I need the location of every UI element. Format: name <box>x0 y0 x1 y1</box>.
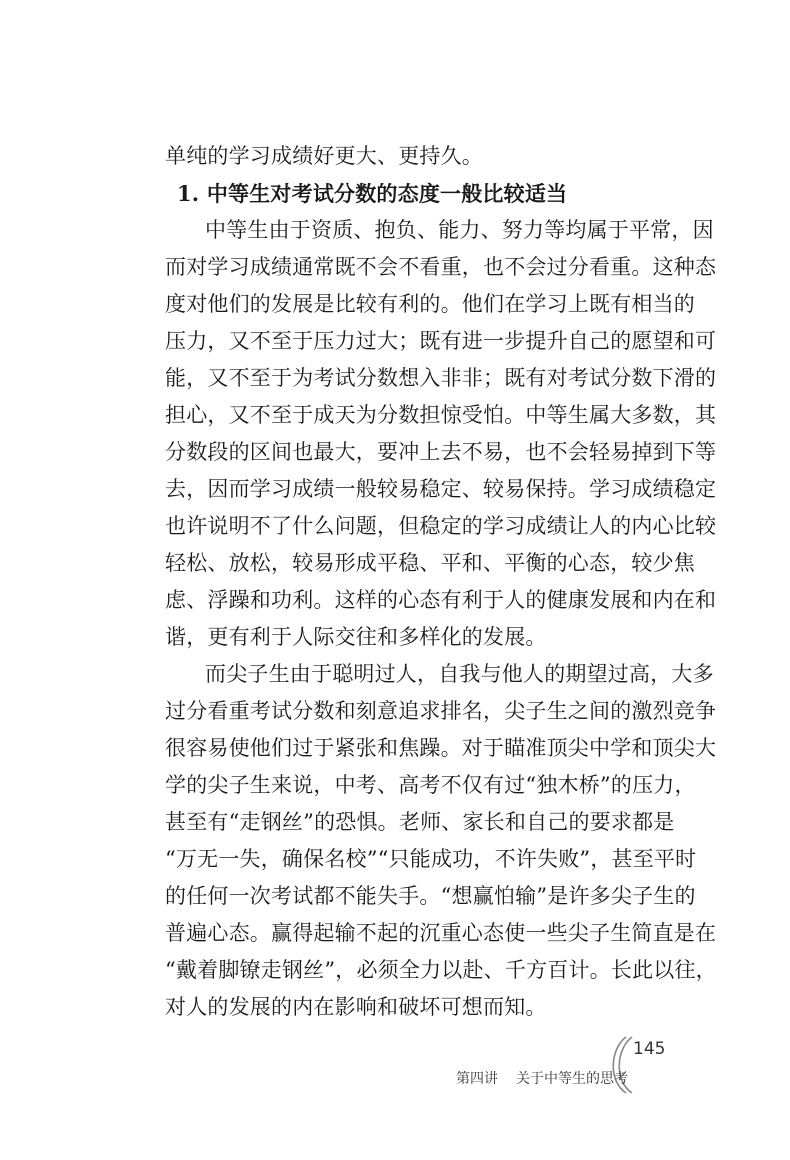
text-line: 中等生由于资质、抱负、能力、努力等均属于平常，因 <box>205 218 714 242</box>
running-head <box>456 1068 628 1088</box>
text-line: 普遍心态。赢得起输不起的沉重心态使一些尖子生简直是在 <box>165 921 717 945</box>
text-line: 能，又不至于为考试分数想入非非；既有对考试分数下滑的 <box>165 366 717 390</box>
section-heading: 1. 中等生对考试分数的态度一般比较适当 <box>177 181 568 206</box>
text-line: “戴着脚镣走钢丝”，必须全力以赴、千方百计。长此以往， <box>165 958 717 982</box>
page-footer <box>0 1035 790 1095</box>
text-line: 担心，又不至于成天为分数担惊受怕。中等生属大多数，其 <box>165 403 717 427</box>
chapter-label: 第四讲 <box>456 1071 498 1087</box>
text-line: 去，因而学习成绩一般较易稳定、较易保持。学习成绩稳定 <box>165 477 717 501</box>
text-line: 而对学习成绩通常既不会不看重，也不会过分看重。这种态 <box>165 255 717 279</box>
text-line: 压力，又不至于压力过大；既有进一步提升自己的愿望和可 <box>165 329 717 353</box>
paragraph-middle-students <box>165 212 717 656</box>
page-number: 145 <box>633 1039 666 1059</box>
text-line: 而尖子生由于聪明过人，自我与他人的期望过高，大多 <box>205 662 714 686</box>
text-line: 对人的发展的内在影响和破坏可想而知。 <box>165 995 547 1019</box>
text-line: 单纯的学习成绩好更大、更持久。 <box>165 144 483 168</box>
text-line: 谐，更有利于人际交往和多样化的发展。 <box>165 625 547 649</box>
text-line: 甚至有“走钢丝”的恐惧。老师、家长和自己的要求都是 <box>165 810 675 834</box>
text-line: 轻松、放松，较易形成平稳、平和、平衡的心态，较少焦 <box>165 551 695 575</box>
text-line: 的任何一次考试都不能失手。“想赢怕输”是许多尖子生的 <box>165 884 696 908</box>
text-line: 也许说明不了什么问题，但稳定的学习成绩让人的内心比较 <box>165 514 717 538</box>
text-line: 学的尖子生来说，中考、高考不仅有过“独木桥”的压力， <box>165 773 696 797</box>
page-body <box>165 138 717 1026</box>
text-line: 度对他们的发展是比较有利的。他们在学习上既有相当的 <box>165 292 695 316</box>
text-line: 虑、浮躁和功利。这样的心态有利于人的健康发展和内在和 <box>165 588 717 612</box>
chapter-title: 关于中等生的思考 <box>516 1071 628 1087</box>
paragraph-top-students <box>165 656 717 1026</box>
text-line: 分数段的区间也最大，要冲上去不易，也不会轻易掉到下等 <box>165 440 717 464</box>
text-line: 过分看重考试分数和刻意追求排名，尖子生之间的激烈竞争 <box>165 699 717 723</box>
text-line: 很容易使他们过于紧张和焦躁。对于瞄准顶尖中学和顶尖大 <box>165 736 717 760</box>
text-line: “万无一失，确保名校”“只能成功，不许失败”，甚至平时 <box>165 847 697 871</box>
